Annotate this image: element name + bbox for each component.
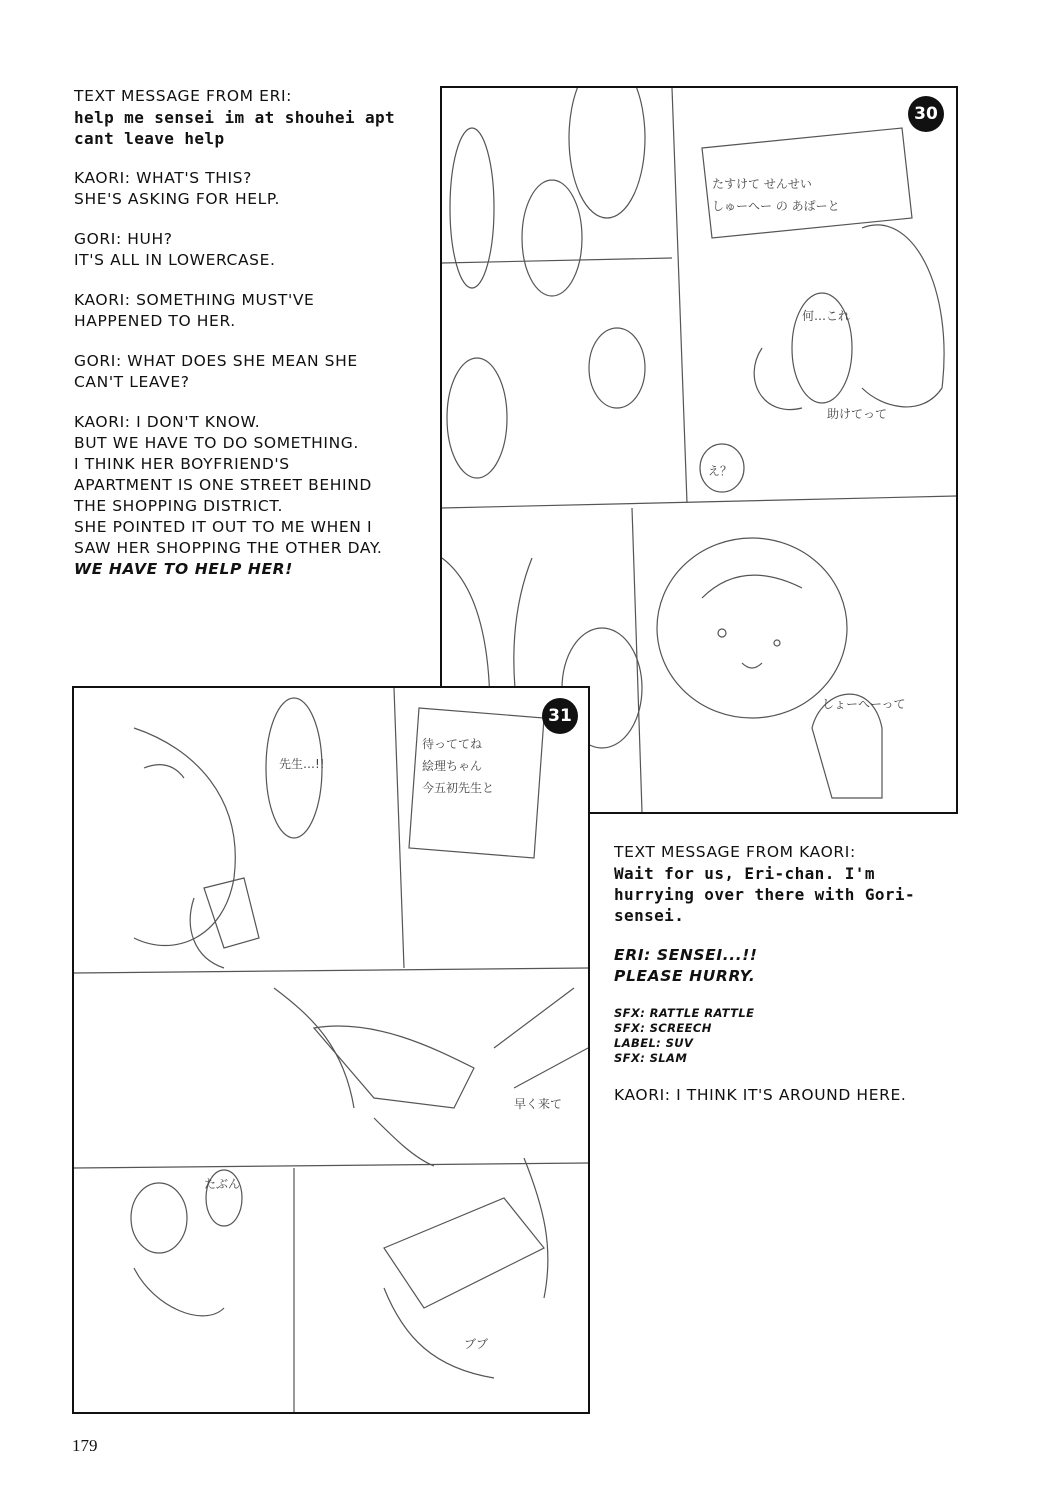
page-31-badge: 31 — [542, 698, 578, 734]
dialogue-line: KAORI: SOMETHING MUST'VE — [74, 291, 315, 309]
sfx-line: LABEL: SUV — [614, 1036, 694, 1050]
svg-text:絵理ちゃん: 絵理ちゃん — [422, 759, 483, 773]
dialogue-line: SHE'S ASKING FOR HELP. — [74, 190, 280, 208]
dialogue-line: KAORI: I DON'T KNOW. — [74, 413, 261, 431]
dialogue-line: Wait for us, Eri-chan. I'm — [614, 864, 875, 883]
dialogue-line: SHE POINTED IT OUT TO ME WHEN I — [74, 518, 373, 536]
svg-text:早く来て: 早く来て — [514, 1097, 563, 1111]
dialogue-line: sensei. — [614, 906, 685, 925]
kaori-final-line — [614, 1085, 1034, 1106]
dialogue-line: cant leave help — [74, 129, 225, 148]
dialogue-line: KAORI: I THINK IT'S AROUND HERE. — [614, 1086, 907, 1104]
page-number: 179 — [72, 1436, 98, 1455]
storyboard-page-31 — [72, 686, 590, 1414]
dialogue-line: CAN'T LEAVE? — [74, 373, 190, 391]
svg-text:助けてって: 助けてって — [827, 407, 888, 421]
svg-text:待っててね: 待っててね — [422, 737, 483, 751]
svg-text:たすけて せんせい: たすけて せんせい — [712, 177, 812, 191]
dialogue-line: ERI: SENSEI...!! — [614, 946, 758, 964]
dialogue-line: GORI: WHAT DOES SHE MEAN SHE — [74, 352, 358, 370]
dialogue-line: help me sensei im at shouhei apt — [74, 108, 396, 127]
sketch-31-illustration — [74, 688, 588, 1412]
dialogue-line: APARTMENT IS ONE STREET BEHIND — [74, 476, 372, 494]
dialogue-line: hurrying over there with Gori- — [614, 885, 915, 904]
svg-text:え？: え？ — [708, 464, 733, 478]
kaori-line-2 — [74, 290, 434, 332]
svg-text:何…これ: 何…これ — [802, 309, 851, 323]
eri-text-message — [74, 86, 434, 149]
sfx-line: SFX: SCREECH — [614, 1021, 712, 1035]
kaori-line-3 — [74, 412, 434, 580]
dialogue-line: WE HAVE TO HELP HER! — [74, 560, 293, 578]
sfx-line: SFX: RATTLE RATTLE — [614, 1006, 755, 1020]
dialogue-line: TEXT MESSAGE FROM ERI: — [74, 87, 292, 105]
svg-text:しゅーへー の あぱーと: しゅーへー の あぱーと — [712, 199, 840, 213]
sfx-list — [614, 1006, 1034, 1066]
svg-text:ブブ: ブブ — [464, 1337, 489, 1351]
bottom-dialogue-block — [614, 842, 1034, 1125]
gori-line-2 — [74, 351, 434, 393]
kaori-line-1 — [74, 168, 434, 210]
dialogue-line: TEXT MESSAGE FROM KAORI: — [614, 843, 856, 861]
top-dialogue-block — [74, 86, 434, 599]
dialogue-line: GORI: HUH? — [74, 230, 173, 248]
dialogue-line: SAW HER SHOPPING THE OTHER DAY. — [74, 539, 383, 557]
kaori-text-message — [614, 842, 1034, 926]
dialogue-line: THE SHOPPING DISTRICT. — [74, 497, 284, 515]
dialogue-line: HAPPENED TO HER. — [74, 312, 236, 330]
sfx-line: SFX: SLAM — [614, 1051, 688, 1065]
svg-text:たぶん: たぶん — [204, 1177, 241, 1191]
page-30-badge: 30 — [908, 96, 944, 132]
svg-text:しょーへーって: しょーへーって — [822, 697, 906, 711]
eri-reply — [614, 945, 1034, 987]
dialogue-line: I THINK HER BOYFRIEND'S — [74, 455, 290, 473]
dialogue-line: KAORI: WHAT'S THIS? — [74, 169, 252, 187]
svg-text:今五初先生と: 今五初先生と — [422, 781, 495, 795]
gori-line-1 — [74, 229, 434, 271]
dialogue-line: BUT WE HAVE TO DO SOMETHING. — [74, 434, 359, 452]
dialogue-line: PLEASE HURRY. — [614, 967, 756, 985]
svg-text:先生…!!: 先生…!! — [279, 757, 325, 771]
dialogue-line: IT'S ALL IN LOWERCASE. — [74, 251, 276, 269]
